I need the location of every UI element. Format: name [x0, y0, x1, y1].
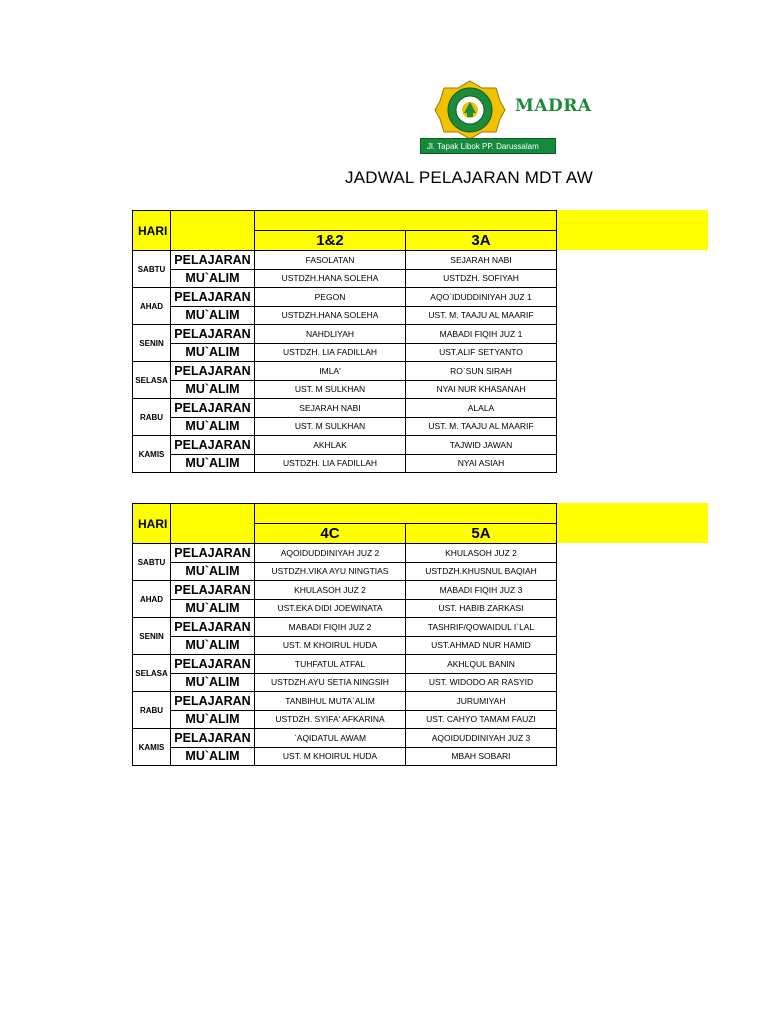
pelajaran-label: PELAJARAN [171, 325, 255, 344]
subject-row [133, 399, 557, 418]
teacher-cell: USTDZH.AYU SETIA NINGSIH [255, 673, 406, 692]
school-logo [420, 76, 592, 156]
teacher-cell: USTDZH.HANA SOLEHA [255, 269, 406, 288]
teacher-cell: UST. CAHYO TAMAM FAUZI [406, 710, 557, 729]
teacher-row [133, 380, 557, 399]
subject-row [133, 325, 557, 344]
school-address-banner: Jl. Tapak Libok PP. Darussalam [420, 138, 556, 154]
subject-cell: MABADI FIQIH JUZ 3 [406, 581, 557, 600]
day-label: RABU [133, 692, 171, 729]
teacher-row [133, 673, 557, 692]
mualim-label: MU`ALIM [171, 747, 255, 766]
pelajaran-label: PELAJARAN [171, 692, 255, 711]
mualim-label: MU`ALIM [171, 673, 255, 692]
pelajaran-label: PELAJARAN [171, 288, 255, 307]
class-header: 4C [255, 524, 406, 544]
pelajaran-label: PELAJARAN [171, 618, 255, 637]
day-label: AHAD [133, 288, 171, 325]
mualim-label: MU`ALIM [171, 269, 255, 288]
pelajaran-label: PELAJARAN [171, 399, 255, 418]
blank-header [171, 504, 255, 544]
teacher-row [133, 343, 557, 362]
subject-cell: RO`SUN SIRAH [406, 362, 557, 381]
teacher-row [133, 454, 557, 473]
day-label: SENIN [133, 618, 171, 655]
mualim-label: MU`ALIM [171, 343, 255, 362]
table-header-row [133, 504, 557, 524]
subject-cell: SEJARAH NABI [255, 399, 406, 418]
pelajaran-label: PELAJARAN [171, 655, 255, 674]
day-label: SENIN [133, 325, 171, 362]
schedule-table [132, 503, 557, 766]
subject-cell: SEJARAH NABI [406, 251, 557, 270]
teacher-cell: UST.ALIF SETYANTO [406, 343, 557, 362]
header-band-extension [556, 503, 708, 543]
teacher-cell: UST.EKA DIDI JOEWINATA [255, 599, 406, 618]
subject-cell: FASOLATAN [255, 251, 406, 270]
subject-row [133, 288, 557, 307]
teacher-cell: USTDZH.VIKA AYU NINGTIAS [255, 562, 406, 581]
subject-cell: AQOIDUDDINIYAH JUZ 2 [255, 544, 406, 563]
subject-cell: AQO`IDUDDINIYAH JUZ 1 [406, 288, 557, 307]
subject-row [133, 692, 557, 711]
teacher-row [133, 747, 557, 766]
mualim-label: MU`ALIM [171, 710, 255, 729]
teacher-cell: USTDZH. SOFIYAH [406, 269, 557, 288]
teacher-cell: UST.AHMAD NUR HAMID [406, 636, 557, 655]
subject-cell: IMLA' [255, 362, 406, 381]
teacher-cell: NYAI NUR KHASANAH [406, 380, 557, 399]
subject-cell: AQOIDUDDINIYAH JUZ 3 [406, 729, 557, 748]
blank-header [171, 211, 255, 251]
mualim-label: MU`ALIM [171, 454, 255, 473]
subject-row [133, 251, 557, 270]
teacher-row [133, 599, 557, 618]
class-header: 5A [406, 524, 557, 544]
day-label: SABTU [133, 544, 171, 581]
hari-header: HARI [133, 211, 171, 251]
subject-row [133, 581, 557, 600]
schedule-table [132, 210, 557, 473]
teacher-row [133, 306, 557, 325]
teacher-cell: NYAI ASIAH [406, 454, 557, 473]
teacher-cell: UST. M KHOIRUL HUDA [255, 747, 406, 766]
teacher-cell: USTDZH.HANA SOLEHA [255, 306, 406, 325]
subject-cell: KHULASOH JUZ 2 [406, 544, 557, 563]
subject-cell: TAJWID JAWAN [406, 436, 557, 455]
subject-cell: ALALA [406, 399, 557, 418]
subject-cell: KHULASOH JUZ 2 [255, 581, 406, 600]
teacher-row [133, 710, 557, 729]
pelajaran-label: PELAJARAN [171, 362, 255, 381]
subject-cell: AKHLQUL BANIN [406, 655, 557, 674]
subject-row [133, 362, 557, 381]
day-label: KAMIS [133, 729, 171, 766]
day-label: SELASA [133, 655, 171, 692]
teacher-cell: USTDZH.KHUSNUL BAQIAH [406, 562, 557, 581]
pelajaran-label: PELAJARAN [171, 544, 255, 563]
day-label: RABU [133, 399, 171, 436]
mualim-label: MU`ALIM [171, 562, 255, 581]
mualim-label: MU`ALIM [171, 380, 255, 399]
subject-cell: MABADI FIQIH JUZ 1 [406, 325, 557, 344]
subject-cell: MABADI FIQIH JUZ 2 [255, 618, 406, 637]
teacher-cell: USTDZH. LIA FADILLAH [255, 343, 406, 362]
subject-cell: AKHLAK [255, 436, 406, 455]
day-label: SABTU [133, 251, 171, 288]
subject-row [133, 544, 557, 563]
teacher-cell: UST. HABIB ZARKASI [406, 599, 557, 618]
pelajaran-label: PELAJARAN [171, 581, 255, 600]
teacher-row [133, 562, 557, 581]
teacher-cell: UST. M. TAAJU AL MAARIF [406, 417, 557, 436]
subject-cell: JURUMIYAH [406, 692, 557, 711]
pelajaran-label: PELAJARAN [171, 729, 255, 748]
mualim-label: MU`ALIM [171, 599, 255, 618]
mualim-label: MU`ALIM [171, 636, 255, 655]
subject-row [133, 729, 557, 748]
mualim-label: MU`ALIM [171, 417, 255, 436]
subject-cell: PEGON [255, 288, 406, 307]
teacher-cell: UST. WIDODO AR RASYID [406, 673, 557, 692]
subject-row [133, 618, 557, 637]
pelajaran-label: PELAJARAN [171, 436, 255, 455]
subject-row [133, 436, 557, 455]
subject-cell: `AQIDATUL AWAM [255, 729, 406, 748]
header-band [255, 504, 557, 524]
teacher-row [133, 417, 557, 436]
hari-header: HARI [133, 504, 171, 544]
class-header: 1&2 [255, 231, 406, 251]
subject-cell: TUHFATUL ATFAL [255, 655, 406, 674]
class-header: 3A [406, 231, 557, 251]
mualim-label: MU`ALIM [171, 306, 255, 325]
subject-cell: TASHRIF/QOWAIDUL I`LAL [406, 618, 557, 637]
subject-cell: TANBIHUL MUTA`ALIM [255, 692, 406, 711]
subject-cell: NAHDLIYAH [255, 325, 406, 344]
subject-row [133, 655, 557, 674]
teacher-cell: UST. M. TAAJU AL MAARIF [406, 306, 557, 325]
teacher-cell: UST. M SULKHAN [255, 380, 406, 399]
pelajaran-label: PELAJARAN [171, 251, 255, 270]
teacher-cell: UST. M SULKHAN [255, 417, 406, 436]
teacher-row [133, 636, 557, 655]
teacher-cell: USTDZH. SYIFA' AFKARINA [255, 710, 406, 729]
day-label: AHAD [133, 581, 171, 618]
teacher-cell: USTDZH. LIA FADILLAH [255, 454, 406, 473]
day-label: KAMIS [133, 436, 171, 473]
teacher-cell: UST. M KHOIRUL HUDA [255, 636, 406, 655]
header-band-extension [556, 210, 708, 250]
teacher-row [133, 269, 557, 288]
school-brand-name: MADRA [515, 96, 592, 116]
page-title: JADWAL PELAJARAN MDT AW [345, 168, 593, 187]
school-seal-icon [434, 80, 506, 140]
day-label: SELASA [133, 362, 171, 399]
header-band [255, 211, 557, 231]
teacher-cell: MBAH SOBARI [406, 747, 557, 766]
table-header-row [133, 211, 557, 231]
